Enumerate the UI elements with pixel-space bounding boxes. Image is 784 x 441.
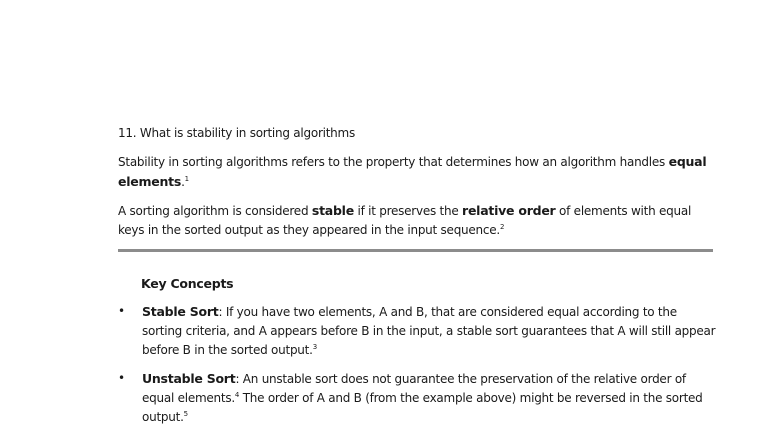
horizontal-divider (118, 249, 713, 252)
key-concepts-heading: Key Concepts (141, 276, 234, 291)
paragraph-stable-criteria (118, 201, 718, 240)
list-item-unstable-sort (118, 369, 718, 427)
bullet-text (142, 372, 703, 424)
footnote-ref-2[interactable]: 2 (499, 223, 505, 231)
bold-term-stable: stable (311, 203, 354, 218)
bullet-icon: • (118, 371, 125, 385)
footnote-ref-5[interactable]: 5 (183, 410, 188, 418)
bullet-text (142, 305, 715, 357)
list-item-stable-sort (118, 302, 718, 360)
bullet-term: Stable Sort (142, 304, 219, 319)
bold-term-equal-elements: equal elements (118, 154, 707, 189)
paragraph-text: of elements with equal keys in the sorted output as they appeared in the input sequence. (118, 204, 692, 237)
document-body (118, 124, 718, 436)
paragraph-text: if it preserves the (353, 204, 463, 218)
bullet-description: : If you have two elements, A and B, that are considered equal according to the sorting criteria, and A appears before B in the input, a stable sort guarantees that A will still appear before B in the sorted output. (142, 305, 716, 357)
paragraph-stability-definition (118, 152, 718, 192)
bullet-description: : An unstable sort does not guarantee the preservation of the relative order of equal elements. (142, 372, 686, 405)
bold-term-relative-order: relative order (462, 203, 556, 218)
footnote-ref-4[interactable]: 4 (234, 391, 240, 399)
section-heading: 11. What is stability in sorting algorithms (118, 126, 355, 140)
bullet-term: Unstable Sort (142, 371, 236, 386)
bullet-icon: • (118, 304, 125, 318)
footnote-ref-3[interactable]: 3 (312, 343, 317, 351)
footnote-ref-1[interactable]: 1 (184, 175, 189, 183)
paragraph-text: A sorting algorithm is considered (118, 204, 312, 218)
paragraph-text-tail: . (181, 175, 185, 189)
bullet-description-continued: The order of A and B (from the example above) might be reversed in the sorted output. (142, 391, 703, 424)
paragraph-text: Stability in sorting algorithms refers to the property that determines how an algorithm handles (118, 155, 669, 169)
